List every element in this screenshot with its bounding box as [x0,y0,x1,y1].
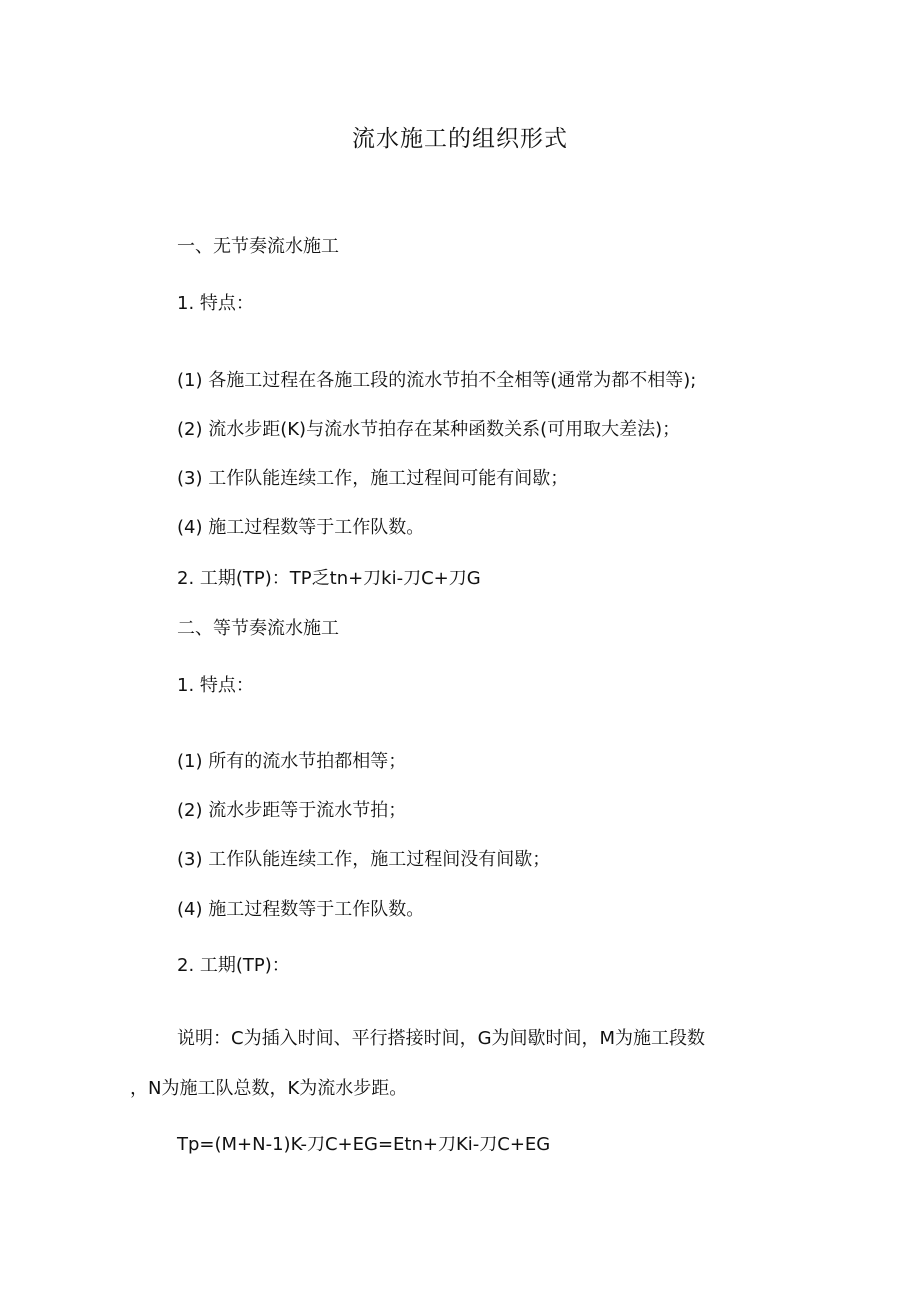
formula-line: Tp=(M+N-1)K-刀C+EG=Etn+刀Ki-刀C+EG [177,1134,551,1155]
section1-heading: 一、无节奏流水施工 [177,236,339,257]
section2-item-4: (4) 施工过程数等于工作队数。 [177,899,425,920]
section1-item-4: (4) 施工过程数等于工作队数。 [177,517,425,538]
section1-item-3: (3) 工作队能连续工作，施工过程间可能有间歇； [177,468,569,489]
section1-item-1: (1) 各施工过程在各施工段的流水节拍不全相等(通常为都不相等); [177,370,697,391]
section2-item-1: (1) 所有的流水节拍都相等； [177,751,407,772]
page-title: 流水施工的组织形式 [352,126,568,152]
section1-features-label: 1. 特点： [177,293,254,314]
section2-duration: 2. 工期(TP)： [177,955,290,976]
section2-heading: 二、等节奏流水施工 [177,618,339,639]
section1-duration: 2. 工期(TP)：TP乏tn+刀ki-刀C+刀G [177,568,481,589]
section1-item-2: (2) 流水步距(K)与流水节拍存在某种函数关系(可用取大差法)； [177,419,681,440]
note-line-1: 说明：C为插入时间、平行搭接时间，G为间歇时间，M为施工段数 [177,1028,706,1049]
section2-item-2: (2) 流水步距等于流水节拍； [177,800,407,821]
section2-item-3: (3) 工作队能连续工作，施工过程间没有间歇； [177,849,551,870]
section2-features-label: 1. 特点： [177,675,254,696]
note-line-2: ，N为施工队总数，K为流水步距。 [130,1078,408,1099]
